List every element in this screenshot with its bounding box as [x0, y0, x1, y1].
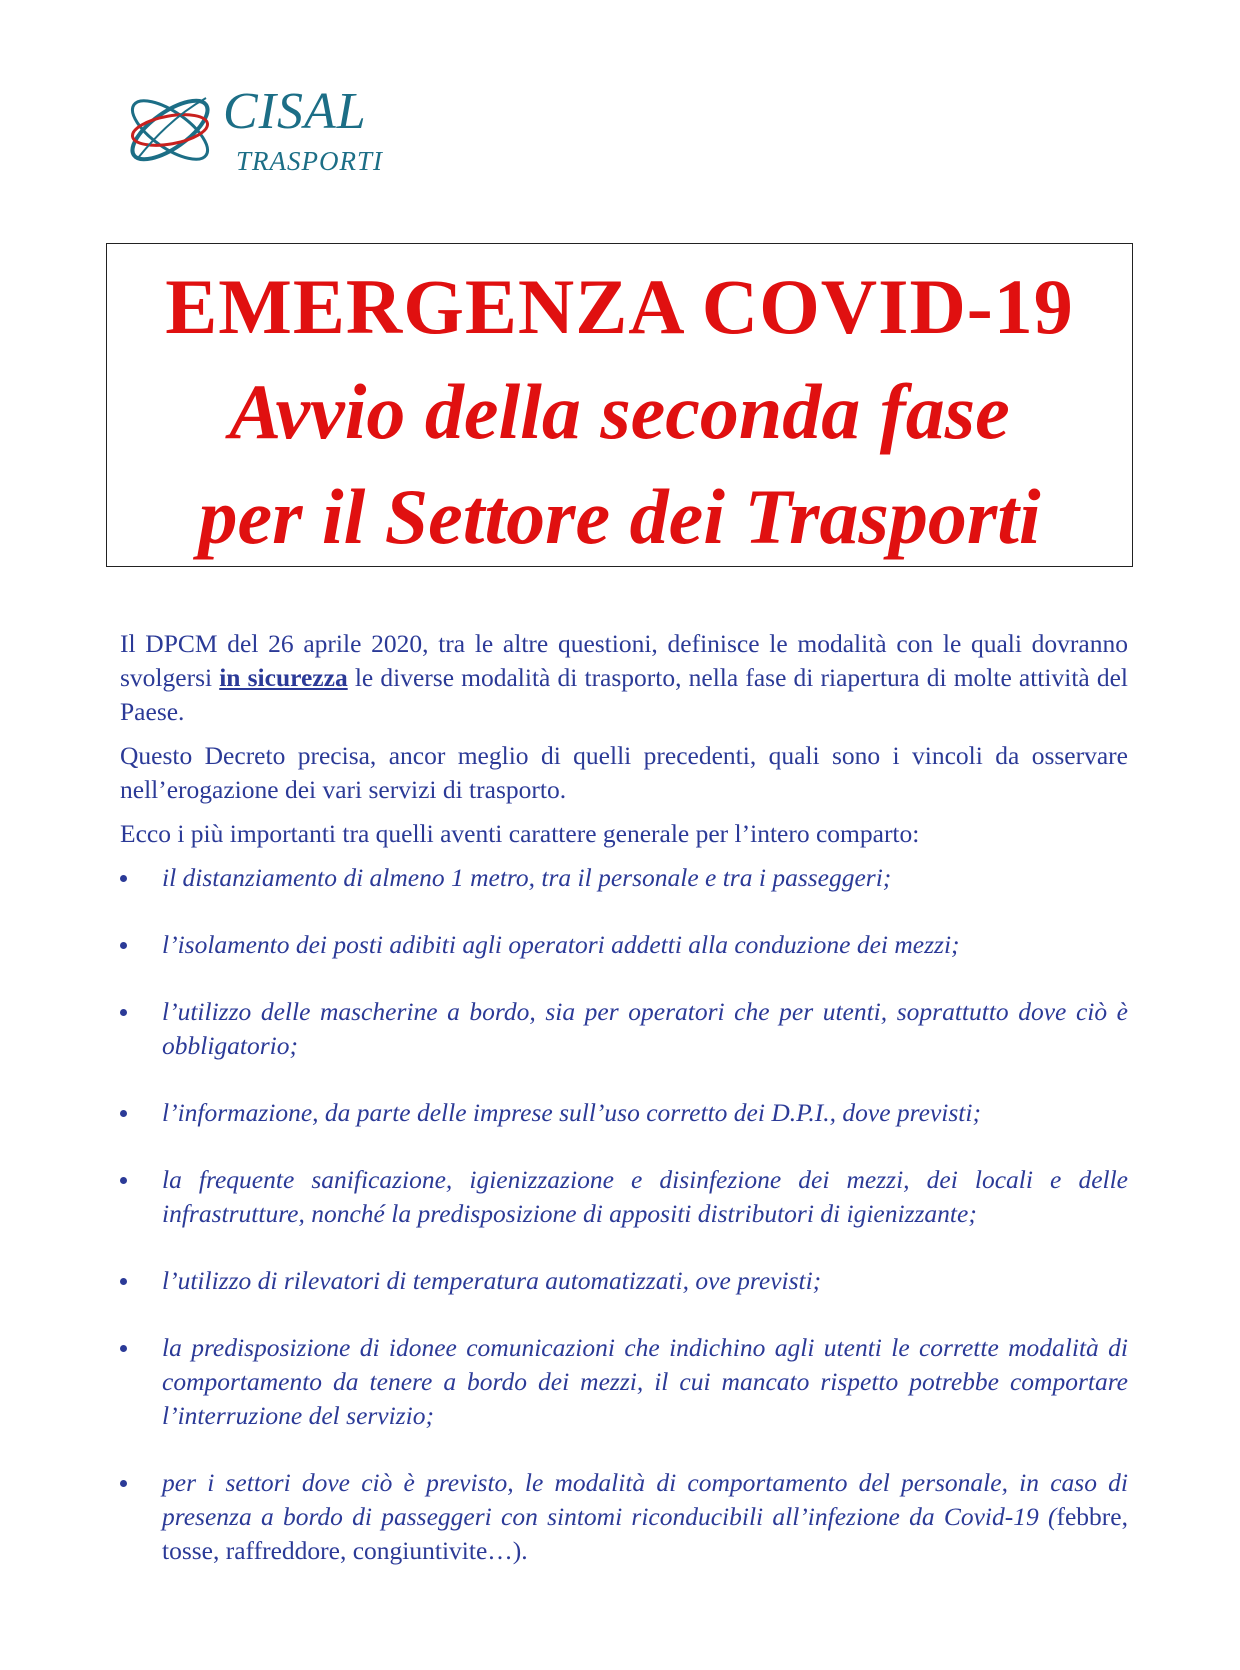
list-item-text: l’utilizzo delle mascherine a bordo, sia per operatori che per utenti, soprattutto dove ciò è obbligatorio;	[162, 997, 1128, 1060]
list-item	[120, 995, 1128, 1063]
list-item	[120, 1466, 1128, 1568]
orbit-logo-icon	[118, 78, 228, 188]
bullet-icon	[120, 1480, 127, 1487]
bullet-icon	[120, 1177, 127, 1184]
headline-line-2: Avvio della seconda fase	[229, 368, 1010, 455]
list-item	[120, 861, 1128, 895]
list-item-text: l’informazione, da parte delle imprese sull’uso corretto dei D.P.I., dove previsti;	[162, 1098, 981, 1127]
intro-paragraph-2: Questo Decreto precisa, ancor meglio di quelli precedenti, quali sono i vincoli da osservare nell’erogazione dei vari servizi di trasporto.	[120, 741, 1128, 804]
list-item-text: l’utilizzo di rilevatori di temperatura automatizzati, ove previsti;	[162, 1266, 822, 1295]
intro-p1-text-end: le diverse modalità di trasporto, nella fase di riapertura di molte attività del Paese.	[120, 663, 1129, 726]
cisal-logo	[118, 78, 418, 188]
list-item-text: la frequente sanificazione, igienizzazione e disinfezione dei mezzi, dei locali e delle infrastrutture, nonché la predisposizione di appositi distributori di igienizzante;	[162, 1165, 1128, 1228]
intro-paragraph-1	[120, 627, 1128, 729]
bullet-icon	[120, 875, 127, 882]
list-item-text: per i settori dove ciò è previsto, le modalità di comportamento del personale, in caso di presenza a bordo di passeggeri con sintomi riconducibili all’infezione da Covid-19 (	[162, 1468, 1128, 1531]
headline-line-3: per il Settore dei Trasporti	[198, 473, 1041, 560]
body-content	[120, 627, 1128, 1601]
list-item-text: l’isolamento dei posti adibiti agli operatori addetti alla conduzione dei mezzi;	[162, 930, 960, 959]
measures-list	[120, 861, 1128, 1568]
emphasis-in-sicurezza: in sicurezza	[219, 663, 348, 692]
list-item	[120, 1331, 1128, 1433]
bullet-icon	[120, 1110, 127, 1117]
intro-paragraph-3: Ecco i più importanti tra quelli aventi carattere generale per l’intero comparto:	[120, 819, 920, 848]
list-item	[120, 928, 1128, 962]
intro-p1-text: Il DPCM del 26 aprile 2020, tra le altre questioni, definisce le modalità con le quali dovranno svolgersi	[120, 629, 1128, 692]
headline-box	[106, 243, 1133, 567]
symptoms-text: febbre, tosse, raffreddore, congiuntivite…).	[162, 1502, 1128, 1565]
headline-line-1: EMERGENZA COVID-19	[165, 263, 1074, 350]
list-item	[120, 1163, 1128, 1231]
list-item-text: la predisposizione di idonee comunicazioni che indichino agli utenti le corrette modalità di comportamento da tenere a bordo dei mezzi, il cui mancato rispetto potrebbe comportare l’interruzione del servizio;	[162, 1333, 1128, 1430]
bullet-icon	[120, 1278, 127, 1285]
bullet-icon	[120, 1345, 127, 1352]
list-item	[120, 1096, 1128, 1130]
logo-subtitle: TRASPORTI	[236, 146, 383, 176]
list-item	[120, 1264, 1128, 1298]
logo-title: CISAL	[223, 83, 367, 140]
bullet-icon	[120, 942, 127, 949]
list-item-text: il distanziamento di almeno 1 metro, tra il personale e tra i passeggeri;	[162, 863, 892, 892]
bullet-icon	[120, 1009, 127, 1016]
